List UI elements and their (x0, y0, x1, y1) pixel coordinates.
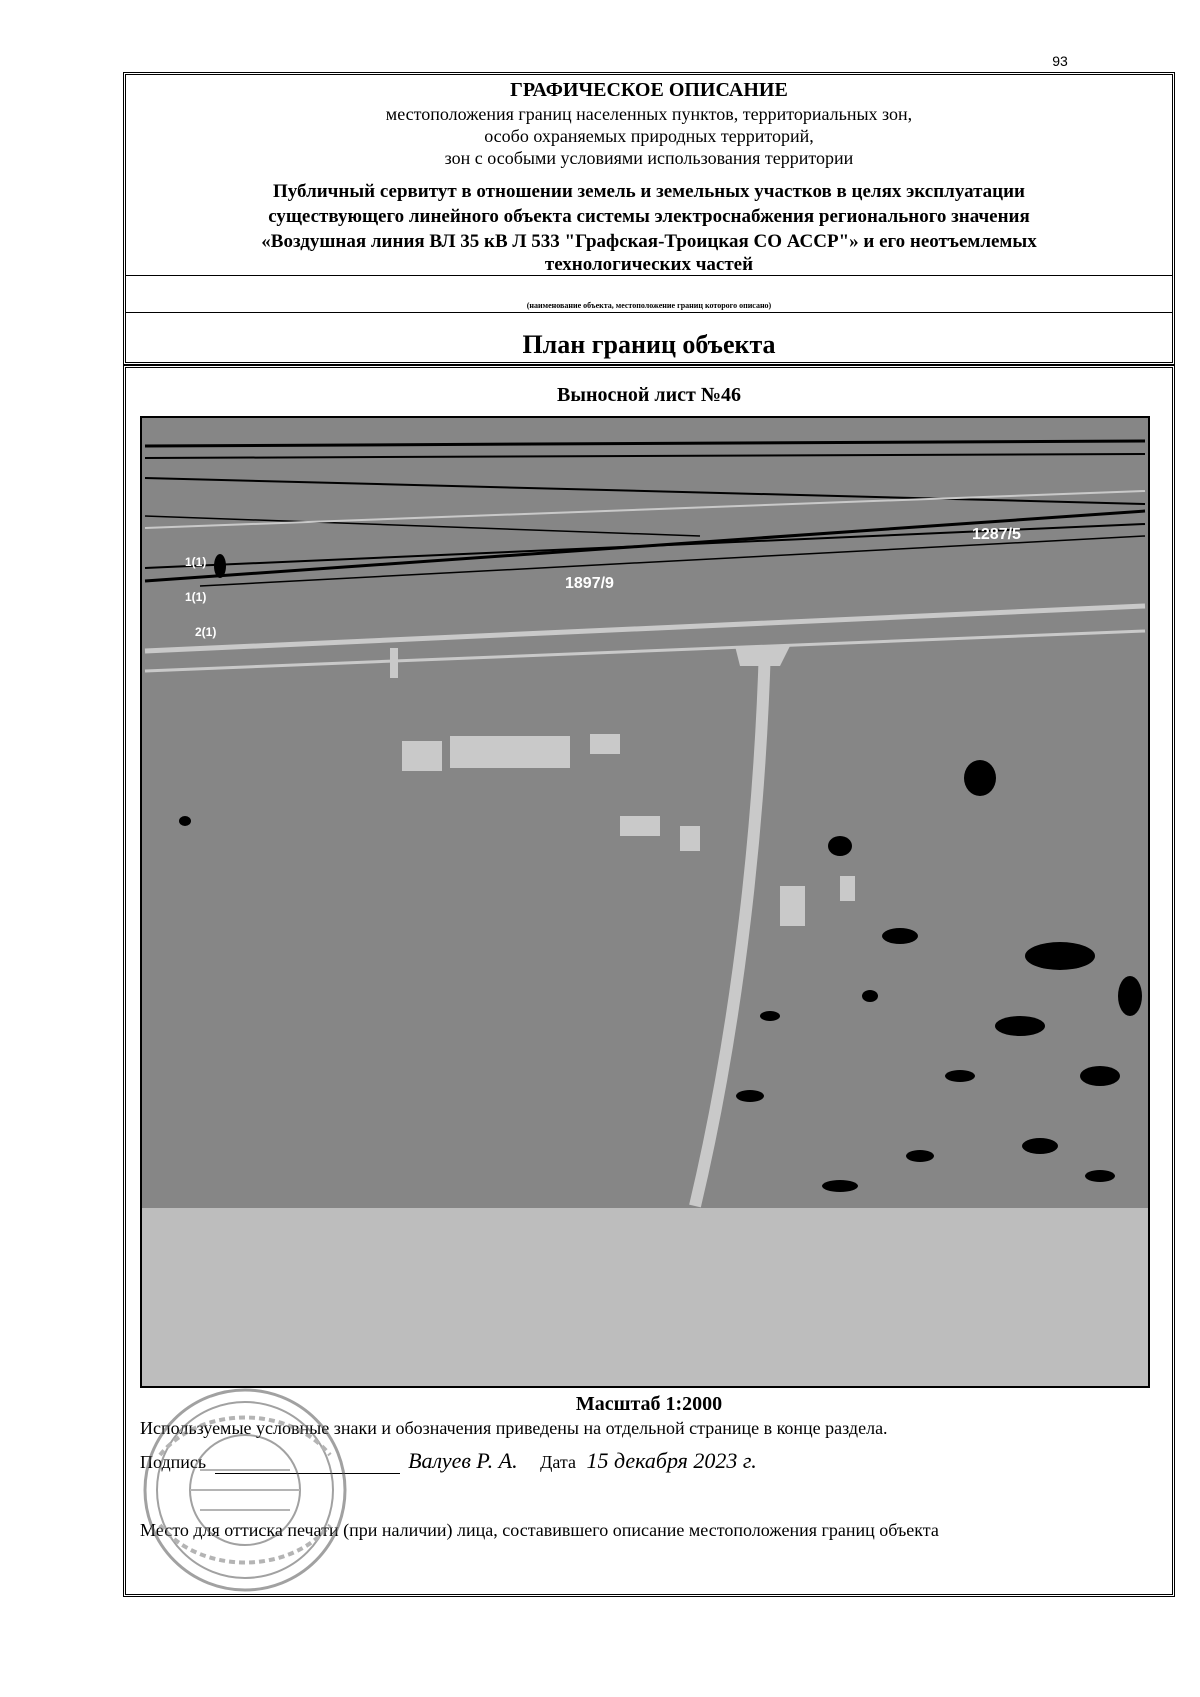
cadastral-label: 1287/5 (972, 526, 1021, 543)
object-caption: (наименование объекта, местоположение границ которого описано) (526, 301, 772, 310)
header-frame (123, 72, 1175, 365)
page-number: 93 (1052, 53, 1068, 69)
object-name-line-2: существующего линейного объекта системы электроснабжения регионального значения (268, 206, 1030, 227)
divider (126, 312, 1172, 313)
signer-name: Валуев Р. А. (408, 1448, 518, 1473)
aerial-map (140, 416, 1150, 1388)
subtitle-line-1: местоположения границ населенных пунктов, территориальных зон, (385, 104, 913, 124)
cadastral-label: 1(1) (185, 555, 207, 569)
official-seal-stamp (140, 1385, 350, 1595)
cadastral-label: 1(1) (185, 590, 207, 604)
date-label: Дата (540, 1452, 576, 1472)
subtitle-line-2: особо охраняемых природных территорий, (484, 126, 814, 146)
signature-date: 15 декабря 2023 г. (586, 1448, 757, 1473)
divider (126, 275, 1172, 276)
cadastral-label: 1897/9 (565, 575, 614, 592)
legend-note: Используемые условные знаки и обозначения приведены на отдельной странице в конце раздела. (140, 1418, 888, 1438)
subtitle-line-3: зон с особыми условиями использования территории (444, 148, 854, 168)
object-name-line-4: технологических частей (544, 254, 754, 275)
plan-title: План границ объекта (522, 330, 776, 359)
map-scale: Масштаб 1:2000 (575, 1393, 723, 1415)
stamp-note: Место для оттиска печати (при наличии) лица, составившего описание местоположения границ объекта (140, 1520, 939, 1540)
object-name-line-3: «Воздушная линия ВЛ 35 кВ Л 533 "Графская-Троицкая СО АССР"» и его неотъемлемых (261, 231, 1037, 252)
signature-label: Подпись (140, 1452, 207, 1472)
sheet-title: Выносной лист №46 (557, 384, 741, 406)
cadastral-label: 2(1) (195, 625, 217, 639)
document-title: ГРАФИЧЕСКОЕ ОПИСАНИЕ (510, 79, 788, 101)
object-name-line-1: Публичный сервитут в отношении земель и земельных участков в целях эксплуатации (273, 181, 1025, 202)
